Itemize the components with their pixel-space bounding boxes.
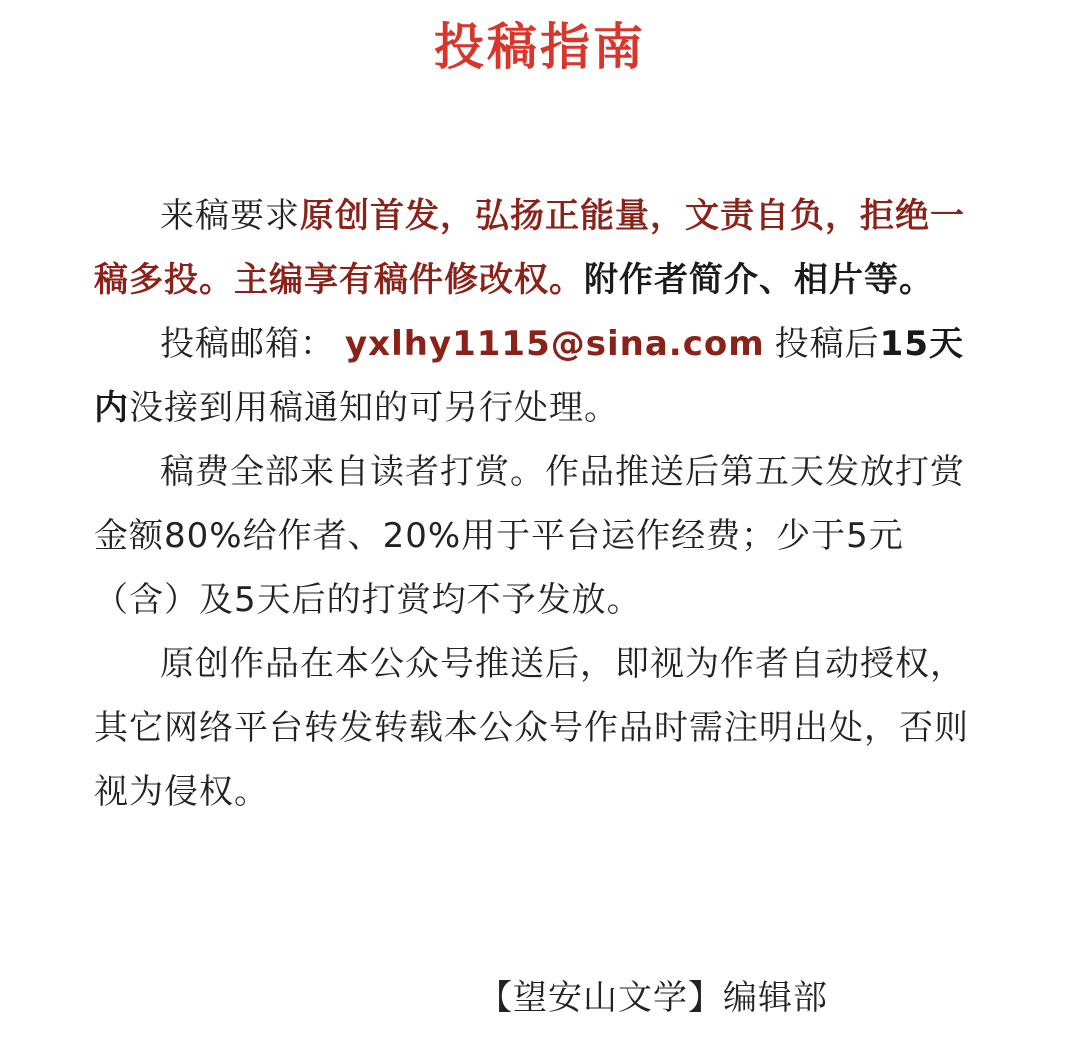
email-paragraph (94, 312, 984, 440)
email-tail-text: 没接到用稿通知的可另行处理。 (129, 388, 619, 428)
requirements-highlight: 原创首发，弘扬正能量，文责自负，拒绝一稿多投。主编享有稿件修改权。 (94, 196, 965, 300)
guide-content (94, 184, 984, 824)
requirements-lead: 来稿要求 (160, 196, 300, 236)
email-after-text: 投稿后 (774, 324, 880, 364)
email-label: 投稿邮箱： (160, 324, 335, 364)
page-title: 投稿指南 (434, 18, 646, 76)
email-address-link[interactable]: yxlhy1115@sina.com (345, 324, 765, 364)
editorial-signature: 【望安山文学】编辑部 (478, 978, 828, 1018)
requirements-attachments: 附作者简介、相片等。 (584, 260, 934, 300)
response-period: 15天内 (94, 324, 964, 428)
copyright-paragraph: 原创作品在本公众号推送后，即视为作者自动授权，其它网络平台转发转载本公众号作品时需注明出处，否则视为侵权。 (94, 644, 969, 812)
payment-paragraph: 稿费全部来自读者打赏。作品推送后第五天发放打赏金额80%给作者、20%用于平台运作经费；少于5元（含）及5天后的打赏均不予发放。 (94, 452, 965, 620)
requirements-paragraph (94, 184, 984, 312)
